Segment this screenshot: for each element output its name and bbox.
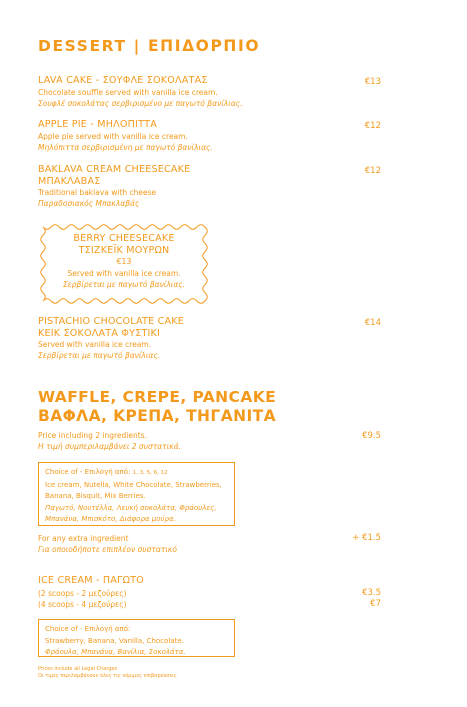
featured-title-gr: ΤΣΙΖΚΕΪΚ ΜΟΥΡΩΝ bbox=[78, 244, 170, 256]
icecream-choice-line2: Φράουλα, Μπανάνα, Βανίλια, Σοκολάτα. bbox=[45, 648, 186, 656]
icecream-choice-box bbox=[38, 619, 235, 657]
waffle-extra-gr: Για οποιοδήποτε επιπλέον συστατικό bbox=[38, 545, 177, 554]
featured-desc-gr: Σερβίρεται με παγωτό βανίλιας. bbox=[62, 279, 186, 289]
waffle-price-note-gr: Η τιμή συμπεριλαμβάνει 2 συστατικά. bbox=[38, 442, 182, 451]
dessert-heading: DESSERT | ΕΠΙΔΟΡΠΙΟ bbox=[38, 37, 261, 55]
item-title-lava-cake: LAVA CAKE - ΣΟΥΦΛΕ ΣΟΚΟΛΑΤΑΣ bbox=[38, 75, 208, 86]
featured-price: €13 bbox=[116, 257, 132, 266]
icecream-choice-line1: Strawberry, Banana, Vanilla, Chocolate. bbox=[45, 636, 184, 645]
item-title-apple-pie: APPLE PIE - ΜΗΛΟΠΙΤΤΑ bbox=[38, 119, 157, 130]
item-title2-baklava: ΜΠΑΚΛΑΒΑΣ bbox=[38, 176, 101, 187]
waffle-price: €9.5 bbox=[362, 431, 381, 441]
waffle-heading-en: WAFFLE, CREPE, PANCAKE bbox=[38, 388, 277, 406]
waffle-choice-line1: Ice cream, Nutella, White Chocolate, Strawberries, bbox=[45, 480, 222, 489]
item-desc-gr-baklava: Παραδοσιακός Μπακλαβάς bbox=[38, 199, 140, 208]
featured-content bbox=[40, 233, 208, 290]
icecream-price-2: €7 bbox=[370, 599, 381, 609]
waffle-choice-line3: Παγωτό, Νουτέλλα, Λευκή σοκολάτα, Φράουλες, bbox=[45, 503, 217, 512]
item-title-baklava: BAKLAVA CREAM CHEESECAKE bbox=[38, 164, 191, 175]
waffle-choice-label-line bbox=[45, 467, 228, 480]
footer-legal-en: Prices include all Legal Charges bbox=[38, 666, 118, 672]
item-desc-gr-apple-pie: Μηλόπιττα σερβιρισμένη με παγωτό βανίλιας. bbox=[38, 143, 213, 152]
item-desc-gr-lava-cake: Σουφλέ σοκολάτας σερβιρισμένο με παγωτό βανίλιας. bbox=[38, 99, 243, 108]
waffle-choice-line4: Μπανάνα, Μπισκότο, Διάφορα μούρα. bbox=[45, 515, 176, 523]
footer-legal-gr: Οι τιμές περιλαμβάνουν όλες τις νόμιμες επιβαρύνσεις bbox=[38, 673, 177, 679]
featured-title: BERRY CHEESECAKE bbox=[73, 233, 175, 244]
waffle-choice-line2: Banana, Bisquit, Mix Berries. bbox=[45, 492, 146, 500]
waffle-extra: For any extra ingredient bbox=[38, 534, 129, 543]
waffle-heading bbox=[38, 388, 276, 425]
item-desc-gr-pistachio: Σερβίρεται με παγωτό βανίλιας. bbox=[38, 351, 161, 360]
waffle-heading-gr: ΒΑΦΛΑ, ΚΡΕΠΑ, ΤΗΓΑΝΙΤΑ bbox=[38, 406, 277, 425]
waffle-extra-price: + €1.5 bbox=[352, 533, 381, 543]
icecream-option-1: (2 scoops - 2 μεζούρες) bbox=[38, 589, 127, 598]
item-desc-lava-cake: Chocolate souffle served with vanilla ice cream. bbox=[38, 88, 218, 97]
item-title-pistachio: PISTACHIO CHOCOLATE CAKE bbox=[38, 316, 185, 327]
icecream-choice-label: Choice of - Επιλογή από: bbox=[45, 625, 131, 633]
featured-badge bbox=[40, 224, 208, 304]
item-desc-baklava: Traditional baklava with cheese bbox=[38, 188, 157, 197]
item-title2-pistachio: ΚΕΙΚ ΣΟΚΟΛΑΤΑ ΦΥΣΤΙΚΙ bbox=[38, 328, 161, 339]
icecream-heading: ICE CREAM - ΠΑΓΩΤΟ bbox=[38, 575, 144, 586]
item-price-baklava: €12 bbox=[364, 166, 381, 176]
item-desc-pistachio: Served with vanilla ice cream. bbox=[38, 340, 152, 349]
item-price-apple-pie: €12 bbox=[364, 121, 381, 131]
icecream-price-1: €3.5 bbox=[362, 588, 381, 598]
item-price-lava-cake: €13 bbox=[364, 77, 381, 87]
featured-desc: Served with vanilla ice cream. bbox=[67, 268, 181, 278]
icecream-option-2: (4 scoops - 4 μεζούρες) bbox=[38, 600, 127, 609]
waffle-choice-numbers: 1, 3, 5, 6, 12 bbox=[132, 470, 168, 476]
waffle-choice-label: Choice of - Επιλογή από: bbox=[45, 468, 131, 476]
item-desc-apple-pie: Apple pie served with vanilla ice cream. bbox=[38, 132, 188, 141]
waffle-choice-box bbox=[38, 462, 235, 526]
item-price-pistachio: €14 bbox=[364, 318, 381, 328]
waffle-price-note: Price including 2 ingredients. bbox=[38, 431, 147, 440]
